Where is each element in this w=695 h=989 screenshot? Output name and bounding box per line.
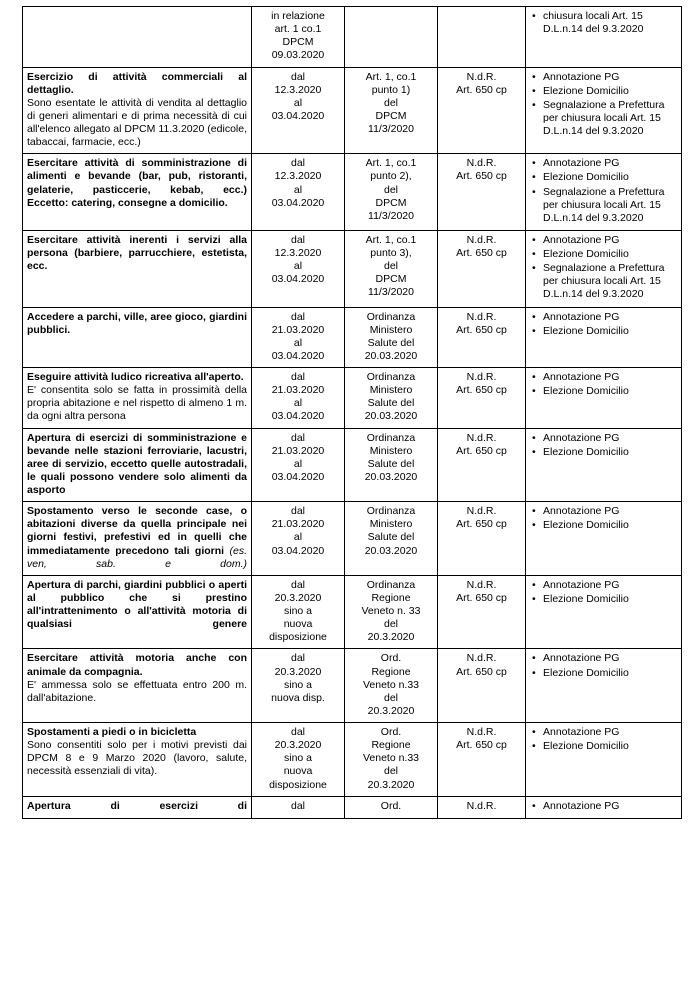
- table-row: [23, 307, 682, 368]
- restrictions-table: [22, 6, 682, 819]
- description-title: Accedere a parchi, ville, aree gioco, giardini pubblici.: [27, 310, 247, 336]
- list-item: • Segnalazione a Prefettura per chiusura locali Art. 15 D.L.n.14 del 9.3.2020: [543, 262, 677, 301]
- list-item: • Elezione Domicilio: [543, 593, 677, 606]
- cell-norm: Ord.: [345, 796, 438, 818]
- actions-list: [530, 800, 677, 813]
- actions-list: [530, 10, 677, 36]
- description-title: Spostamenti a piedi o in bicicletta: [27, 726, 197, 738]
- cell-period: dal 20.3.2020 sino a nuova disp.: [252, 649, 345, 723]
- list-item: • chiusura locali Art. 15 D.L.n.14 del 9.3.2020: [543, 10, 677, 36]
- cell-description: [23, 796, 252, 818]
- description-title: Esercitare attività di somministrazione di alimenti e bevande (bar, pub, ristoranti, gelaterie, pasticcerie, kebab, ecc.): [27, 157, 247, 196]
- table-row: [23, 575, 682, 649]
- list-item: • Annotazione PG: [543, 726, 677, 739]
- cell-period: dal 12.3.2020 al 03.04.2020: [252, 230, 345, 307]
- cell-sanction: N.d.R. Art. 650 cp: [438, 575, 526, 649]
- list-item: • Elezione Domicilio: [543, 325, 677, 338]
- cell-actions: [526, 575, 682, 649]
- list-item: • Annotazione PG: [543, 234, 677, 247]
- cell-actions: [526, 502, 682, 576]
- list-item: • Annotazione PG: [543, 157, 677, 170]
- list-item: • Elezione Domicilio: [543, 171, 677, 184]
- description-example: (es. ven, sab. e dom.): [27, 544, 247, 570]
- table-row: [23, 796, 682, 818]
- cell-norm: Ordinanza Ministero Salute del 20.03.2020: [345, 502, 438, 576]
- cell-period: dal 21.03.2020 al 03.04.2020: [252, 502, 345, 576]
- cell-sanction: N.d.R. Art. 650 cp: [438, 649, 526, 723]
- cell-period: dal 20.3.2020 sino a nuova disposizione: [252, 723, 345, 797]
- description-note: E' ammessa solo se effettuata entro 200 m. dall'abitazione.: [27, 678, 247, 704]
- actions-list: [530, 157, 677, 225]
- description-title: Spostamento verso le seconde case, o abitazioni diverse da quella principale nei giorni festivi, prefestivi ed in quelli che immediatamente precedono tali giorni (es. ven, sab. e dom.): [27, 505, 247, 570]
- actions-list: [530, 652, 677, 679]
- cell-description: [23, 649, 252, 723]
- description-title: Esercitare attività motoria anche con animale da compagnia.: [27, 652, 247, 678]
- description-title: Esercitare attività inerenti i servizi alla persona (barbiere, parrucchiere, estetista, ecc.: [27, 233, 247, 273]
- cell-description: [23, 67, 252, 154]
- actions-list: [530, 234, 677, 302]
- table-row: [23, 67, 682, 154]
- cell-period: dal 20.3.2020 sino a nuova disposizione: [252, 575, 345, 649]
- cell-actions: [526, 7, 682, 68]
- cell-period: dal 21.03.2020 al 03.04.2020: [252, 428, 345, 502]
- actions-list: [530, 311, 677, 338]
- list-item: • Segnalazione a Prefettura per chiusura locali Art. 15 D.L.n.14 del 9.3.2020: [543, 186, 677, 225]
- cell-period: in relazione art. 1 co.1 DPCM 09.03.2020: [252, 7, 345, 68]
- actions-list: [530, 371, 677, 398]
- list-item: • Elezione Domicilio: [543, 519, 677, 532]
- cell-norm: Ord. Regione Veneto n.33 del 20.3.2020: [345, 649, 438, 723]
- list-item: • Elezione Domicilio: [543, 85, 677, 98]
- actions-list: [530, 432, 677, 459]
- cell-period: dal 12.3.2020 al 03.04.2020: [252, 154, 345, 231]
- cell-description: [23, 307, 252, 368]
- cell-sanction: [438, 7, 526, 68]
- cell-norm: Art. 1, co.1 punto 1) del DPCM 11/3/2020: [345, 67, 438, 154]
- cell-norm: Ord. Regione Veneto n.33 del 20.3.2020: [345, 723, 438, 797]
- cell-sanction: N.d.R. Art. 650 cp: [438, 307, 526, 368]
- table-row: [23, 428, 682, 502]
- list-item: • Segnalazione a Prefettura per chiusura locali Art. 15 D.L.n.14 del 9.3.2020: [543, 99, 677, 138]
- cell-norm: [345, 7, 438, 68]
- cell-actions: [526, 67, 682, 154]
- cell-sanction: N.d.R. Art. 650 cp: [438, 502, 526, 576]
- table-row: [23, 649, 682, 723]
- list-item: • Elezione Domicilio: [543, 740, 677, 753]
- table-row: [23, 502, 682, 576]
- cell-sanction: N.d.R. Art. 650 cp: [438, 154, 526, 231]
- description-exception: Eccetto: catering, consegne a domicilio.: [27, 196, 228, 209]
- cell-norm: Art. 1, co.1 punto 2), del DPCM 11/3/2020: [345, 154, 438, 231]
- list-item: • Annotazione PG: [543, 579, 677, 592]
- description-title: Apertura di parchi, giardini pubblici o aperti al pubblico che si prestino all'intrattenimento o all'attività motoria di qualsiasi genere: [27, 578, 247, 631]
- cell-norm: Ordinanza Ministero Salute del 20.03.2020: [345, 307, 438, 368]
- cell-description: [23, 7, 252, 68]
- table-row: [23, 230, 682, 307]
- actions-list: [530, 71, 677, 139]
- cell-period: dal 12.3.2020 al 03.04.2020: [252, 67, 345, 154]
- cell-description: [23, 502, 252, 576]
- cell-actions: [526, 649, 682, 723]
- list-item: • Elezione Domicilio: [543, 248, 677, 261]
- actions-list: [530, 505, 677, 532]
- cell-period: dal 21.03.2020 al 03.04.2020: [252, 307, 345, 368]
- cell-sanction: N.d.R. Art. 650 cp: [438, 428, 526, 502]
- cell-norm: Ordinanza Ministero Salute del 20.03.2020: [345, 428, 438, 502]
- list-item: • Elezione Domicilio: [543, 667, 677, 680]
- list-item: • Annotazione PG: [543, 800, 677, 813]
- actions-list: [530, 726, 677, 753]
- cell-norm: Ordinanza Ministero Salute del 20.03.2020: [345, 368, 438, 429]
- cell-actions: [526, 428, 682, 502]
- list-item: • Annotazione PG: [543, 371, 677, 384]
- description-title: Apertura di esercizi di: [27, 799, 247, 812]
- cell-norm: Art. 1, co.1 punto 3), del DPCM 11/3/2020: [345, 230, 438, 307]
- cell-sanction: N.d.R.: [438, 796, 526, 818]
- description-title: Esercizio di attività commerciali al dettaglio.: [27, 70, 247, 96]
- cell-actions: [526, 796, 682, 818]
- list-item: • Annotazione PG: [543, 652, 677, 665]
- description-title: Apertura di esercizi di somministrazione e bevande nelle stazioni ferroviarie, lacustri, aree di servizio, eccetto quelle autostradali, le quali possono vendere solo alimenti da asporto: [27, 431, 247, 496]
- description-title: Eseguire attività ludico ricreativa all'aperto.: [27, 371, 244, 383]
- cell-period: dal: [252, 796, 345, 818]
- cell-actions: [526, 230, 682, 307]
- cell-sanction: N.d.R. Art. 650 cp: [438, 723, 526, 797]
- cell-sanction: N.d.R. Art. 650 cp: [438, 67, 526, 154]
- description-note: E' consentita solo se fatta in prossimità della propria abitazione e nel rispetto di almeno 1 m. da ogni altra persona: [27, 384, 247, 423]
- description-note: Sono esentate le attività di vendita al dettaglio di generi alimentari e di prima necessità di cui all'elenco allegato al DPCM 11.3.2020 (edicole, tabaccai, farmacie, ecc.): [27, 96, 247, 149]
- cell-norm: Ordinanza Regione Veneto n. 33 del 20.3.2020: [345, 575, 438, 649]
- cell-sanction: N.d.R. Art. 650 cp: [438, 368, 526, 429]
- table-row: [23, 723, 682, 797]
- cell-description: [23, 723, 252, 797]
- cell-period: dal 21.03.2020 al 03.04.2020: [252, 368, 345, 429]
- actions-list: [530, 579, 677, 606]
- table-row: [23, 368, 682, 429]
- cell-actions: [526, 307, 682, 368]
- list-item: • Annotazione PG: [543, 432, 677, 445]
- cell-description: [23, 154, 252, 231]
- list-item: • Annotazione PG: [543, 311, 677, 324]
- cell-description: [23, 368, 252, 429]
- description-note: Sono consentiti solo per i motivi previsti dai DPCM 8 e 9 Marzo 2020 (lavoro, salute, necessità essenziali di vita).: [27, 739, 247, 778]
- cell-actions: [526, 154, 682, 231]
- list-item: • Annotazione PG: [543, 71, 677, 84]
- cell-description: [23, 575, 252, 649]
- cell-description: [23, 428, 252, 502]
- table-row: [23, 154, 682, 231]
- list-item: • Annotazione PG: [543, 505, 677, 518]
- list-item: • Elezione Domicilio: [543, 385, 677, 398]
- cell-actions: [526, 723, 682, 797]
- list-item: • Elezione Domicilio: [543, 446, 677, 459]
- table-row: [23, 7, 682, 68]
- cell-actions: [526, 368, 682, 429]
- cell-description: [23, 230, 252, 307]
- cell-sanction: N.d.R. Art. 650 cp: [438, 230, 526, 307]
